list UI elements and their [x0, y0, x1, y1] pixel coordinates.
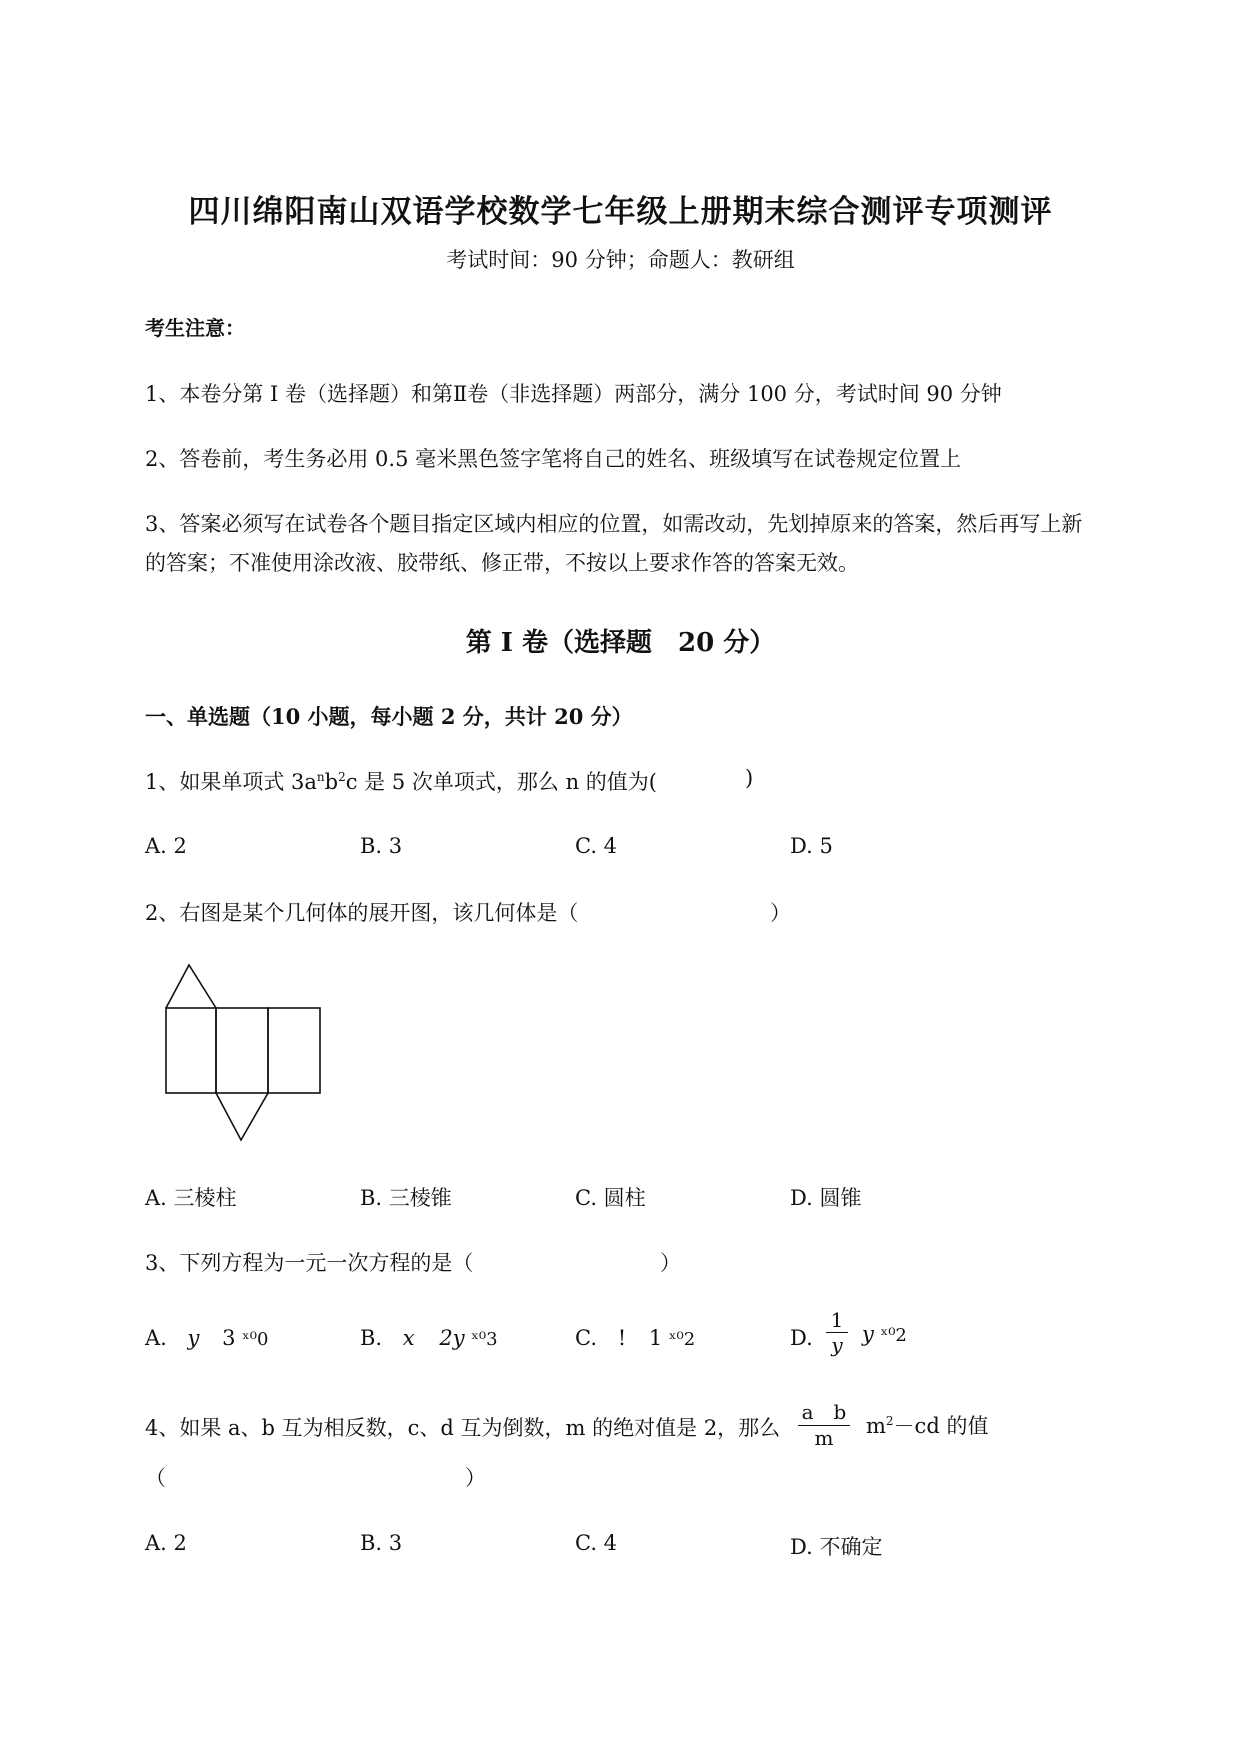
q4-m: m [866, 1414, 886, 1438]
q4-option-c[interactable]: C. 4 [575, 1531, 618, 1555]
q4-open-paren: （ [145, 1466, 166, 1490]
q3-a-expr-3: ˣ⁰0 [242, 1329, 269, 1350]
q3-option-b[interactable] [360, 1326, 498, 1350]
top-triangle [166, 965, 216, 1008]
q4-text-tail [866, 1410, 988, 1440]
q3-c-label: C. [575, 1326, 597, 1350]
q3-d-fraction [826, 1308, 848, 1357]
q3-option-a[interactable] [145, 1326, 268, 1350]
q1-text-prefix: 1、如果单项式 3a [145, 770, 317, 794]
notice-heading: 考生注意： [145, 316, 245, 340]
bottom-triangle [216, 1093, 268, 1140]
q1-option-c[interactable]: C. 4 [575, 834, 618, 858]
net-rect-1 [166, 1008, 216, 1093]
exam-info: 考试时间：90 分钟；命题人：教研组 [446, 248, 795, 272]
q4-frac-den: m [798, 1425, 850, 1450]
notice-item: 1、本卷分第 I 卷（选择题）和第Ⅱ卷（非选择题）两部分，满分 100 分，考试时间 90 分钟 [145, 382, 1002, 406]
q4-fraction [798, 1396, 850, 1450]
q3-c-expr-2: 1 [648, 1326, 663, 1350]
q3-d-frac-num: 1 [830, 1308, 844, 1332]
net-rect-3 [268, 1008, 320, 1093]
q1-option-b[interactable]: B. 3 [360, 834, 403, 858]
section-subheading: 一、单选题（10 小题，每小题 2 分，共计 20 分） [145, 704, 633, 729]
question-1 [145, 766, 657, 796]
question-2: 2、右图是某个几何体的展开图，该几何体是（ [145, 901, 579, 925]
net-rect-2 [216, 1008, 268, 1093]
notice-item: 2、答卷前，考生务必用 0.5 毫米黑色签字笔将自己的姓名、班级填写在试卷规定位置上 [145, 447, 962, 471]
q1-text-suffix: c 是 5 次单项式，那么 n 的值为( [345, 770, 657, 794]
question-4-text: 4、如果 a、b 互为相反数，c、d 互为倒数，m 的绝对值是 2，那么 [145, 1416, 781, 1440]
q1-text-mid: b [324, 770, 339, 794]
notice-item: 3、答案必须写在试卷各个题目指定区域内相应的位置，如需改动，先划掉原来的答案，然后再写上新 [145, 512, 1083, 536]
q3-close-paren: ） [660, 1251, 681, 1275]
notice-item: 的答案；不准使用涂改液、胶带纸、修正带，不按以上要求作答的答案无效。 [145, 551, 859, 575]
q2-option-b[interactable]: B. 三棱锥 [360, 1186, 452, 1210]
q1-option-a[interactable]: A. 2 [145, 834, 187, 858]
q4-option-d[interactable]: D. 不确定 [790, 1535, 883, 1559]
q1-exp-2: 2 [338, 770, 346, 784]
q3-d-frac-den: y [826, 1332, 848, 1357]
q3-a-expr-1: y [187, 1326, 200, 1350]
question-3: 3、下列方程为一元一次方程的是（ [145, 1251, 474, 1275]
q2-option-a[interactable]: A. 三棱柱 [145, 1186, 237, 1210]
q1-exp-n: n [316, 770, 325, 784]
q3-a-expr-2: 3 [222, 1326, 236, 1350]
q3-c-expr-1: ! [617, 1326, 627, 1350]
q3-option-c[interactable] [575, 1326, 695, 1350]
q3-b-expr-2: 2y [439, 1326, 465, 1350]
q3-c-expr-3: ˣ⁰2 [668, 1329, 696, 1350]
q2-option-d[interactable]: D. 圆锥 [790, 1186, 862, 1210]
q3-b-expr-3: ˣ⁰3 [471, 1329, 498, 1350]
q3-d-expr [862, 1322, 907, 1346]
q4-frac-num: a b [801, 1400, 847, 1424]
q3-d-expr-2: ˣ⁰2 [880, 1325, 907, 1346]
q1-option-d[interactable]: D. 5 [790, 834, 833, 858]
q3-option-d-label[interactable]: D. [790, 1326, 813, 1350]
q3-a-label: A. [145, 1326, 167, 1350]
q1-close-paren: ) [745, 766, 754, 790]
q2-option-c[interactable]: C. 圆柱 [575, 1186, 646, 1210]
section-title: 第 I 卷（选择题 20 分） [465, 628, 776, 658]
q4-exp: 2 [885, 1414, 894, 1428]
q4-cd: －cd 的值 [893, 1414, 989, 1438]
q4-close-paren: ） [465, 1466, 486, 1490]
q4-option-b[interactable]: B. 3 [360, 1531, 403, 1555]
page-title: 四川绵阳南山双语学校数学七年级上册期末综合测评专项测评 [188, 194, 1053, 230]
q3-b-expr-1: x [402, 1326, 415, 1350]
q3-b-label: B. [360, 1326, 383, 1350]
q2-close-paren: ） [770, 901, 791, 925]
prism-net-figure [160, 960, 330, 1145]
q3-d-expr-1: y [862, 1322, 874, 1346]
q4-option-a[interactable]: A. 2 [145, 1531, 187, 1555]
